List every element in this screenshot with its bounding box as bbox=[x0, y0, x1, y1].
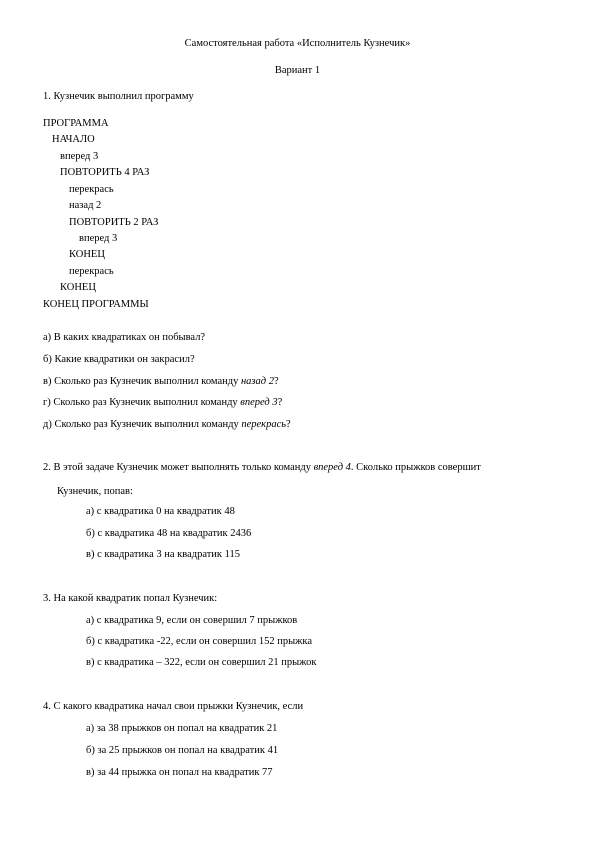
task1-question-b: б) Какие квадратики он закрасил? bbox=[43, 354, 195, 365]
task2-item: а) с квадратика 0 на квадратик 48 bbox=[86, 506, 235, 517]
program-line: НАЧАЛО bbox=[52, 134, 95, 145]
task1-question-d: д) Сколько раз Кузнечик выполнил команду перекрась? bbox=[43, 419, 291, 430]
program-line: КОНЕЦ bbox=[69, 249, 105, 260]
task4-item: б) за 25 прыжков он попал на квадратик 41 bbox=[86, 745, 279, 756]
task2-intro-continued: Кузнечик, попав: bbox=[57, 486, 133, 497]
task2-intro: 2. В этой задаче Кузнечик может выполнять только команду вперед 4. Сколько прыжков совершит bbox=[43, 462, 481, 473]
program-line: вперед 3 bbox=[79, 233, 118, 244]
task3-item: а) с квадратика 9, если он совершил 7 прыжков bbox=[86, 615, 298, 626]
task1-question-a: а) В каких квадратиках он побывал? bbox=[43, 332, 206, 343]
task1-intro: 1. Кузнечик выполнил программу bbox=[43, 91, 194, 102]
program-line: КОНЕЦ bbox=[60, 282, 96, 293]
task3-item: в) с квадратика – 322, если он совершил 21 прыжок bbox=[86, 657, 317, 668]
program-line: назад 2 bbox=[69, 200, 102, 211]
task3-intro: 3. На какой квадратик попал Кузнечик: bbox=[43, 593, 218, 604]
task4-intro: 4. С какого квадратика начал свои прыжки Кузнечик, если bbox=[43, 701, 304, 712]
document-title: Самостоятельная работа «Исполнитель Кузнечик» bbox=[184, 38, 411, 49]
program-line: КОНЕЦ ПРОГРАММЫ bbox=[43, 299, 149, 310]
program-line: ПРОГРАММА bbox=[43, 118, 109, 129]
task2-item: в) с квадратика 3 на квадратик 115 bbox=[86, 549, 240, 560]
program-line: ПОВТОРИТЬ 4 РАЗ bbox=[60, 167, 150, 178]
task2-item: б) с квадратика 48 на квадратик 2436 bbox=[86, 528, 252, 539]
program-line: вперед 3 bbox=[60, 151, 99, 162]
program-line: перекрась bbox=[69, 266, 114, 277]
task4-item: в) за 44 прыжка он попал на квадратик 77 bbox=[86, 767, 273, 778]
task1-question-g: г) Сколько раз Кузнечик выполнил команду вперед 3? bbox=[43, 397, 283, 408]
program-line: перекрась bbox=[69, 184, 114, 195]
task4-item: а) за 38 прыжков он попал на квадратик 21 bbox=[86, 723, 278, 734]
task3-item: б) с квадратика -22, если он совершил 152 прыжка bbox=[86, 636, 312, 647]
variant-label: Вариант 1 bbox=[274, 65, 321, 76]
task1-question-v: в) Сколько раз Кузнечик выполнил команду назад 2? bbox=[43, 376, 279, 387]
program-line: ПОВТОРИТЬ 2 РАЗ bbox=[69, 217, 159, 228]
